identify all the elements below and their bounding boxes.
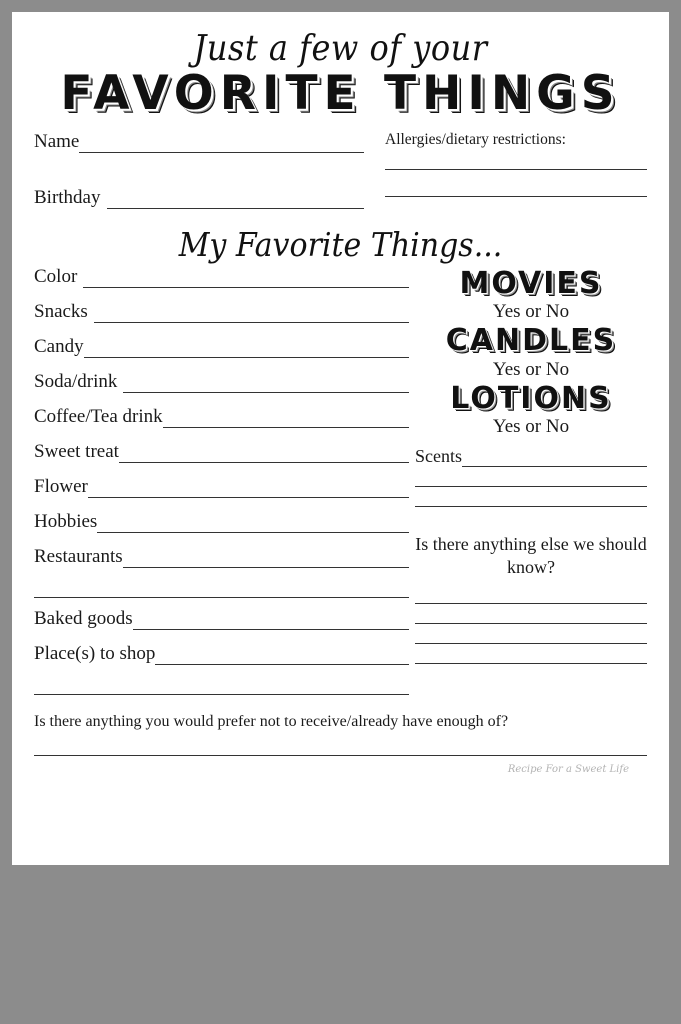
credit-watermark: Recipe For a Sweet Life: [507, 763, 629, 775]
favorite-field-places-to-shop[interactable]: [34, 643, 409, 665]
input-rule-baked-goods[interactable]: [133, 615, 409, 630]
allergies-input-rule-1[interactable]: [385, 153, 647, 170]
scents-label: Scents: [415, 446, 462, 467]
input-rule-restaurants-2[interactable]: [34, 581, 409, 598]
input-rule-color[interactable]: [83, 273, 409, 288]
main-section: [34, 266, 647, 705]
scents-field[interactable]: [415, 446, 647, 467]
input-rule-anything-else-3[interactable]: [415, 624, 647, 644]
movies-label: MOVIES: [459, 265, 603, 301]
label-restaurants: Restaurants: [34, 545, 123, 567]
name-field[interactable]: [34, 131, 364, 153]
input-rule-scents-2[interactable]: [415, 467, 647, 487]
label-baked-goods: Baked goods: [34, 607, 133, 629]
input-rule-coffee-tea[interactable]: [163, 413, 409, 428]
input-rule-sweet-treat[interactable]: [119, 448, 409, 463]
label-coffee-tea: Coffee/Tea drink: [34, 405, 163, 427]
input-rule-anything-else-1[interactable]: [415, 584, 647, 604]
input-rule-anything-else-4[interactable]: [415, 644, 647, 664]
printable-page: [12, 12, 669, 865]
lotions-yes-or-no[interactable]: Yes or No: [492, 416, 570, 438]
input-rule-places-to-shop-2[interactable]: [34, 678, 409, 695]
favorite-field-coffee-tea[interactable]: [34, 406, 409, 428]
label-flower: Flower: [34, 475, 88, 497]
input-rule-candy[interactable]: [84, 343, 409, 358]
favorite-field-restaurants[interactable]: [34, 546, 409, 568]
top-section: [34, 131, 647, 223]
input-rule-soda[interactable]: [123, 378, 409, 393]
input-rule-places-to-shop[interactable]: [155, 650, 409, 665]
favorite-field-hobbies[interactable]: [34, 511, 409, 533]
birthday-label: Birthday: [34, 186, 101, 208]
label-snacks: Snacks: [34, 300, 88, 322]
birthday-field[interactable]: [34, 187, 364, 209]
candles-label: CANDLES: [445, 323, 617, 359]
input-rule-restaurants[interactable]: [123, 553, 409, 568]
page-script-heading: Just a few of your: [193, 26, 488, 70]
label-soda: Soda/drink: [34, 370, 118, 392]
top-left-column: [34, 131, 364, 223]
favorite-field-color[interactable]: [34, 266, 409, 288]
input-rule-prefer-not[interactable]: [34, 733, 647, 756]
input-rule-scents-1[interactable]: [462, 453, 647, 467]
input-rule-snacks[interactable]: [94, 308, 409, 323]
favorites-section-heading: My Favorite Things...: [178, 225, 503, 265]
allergies-input-rule-2[interactable]: [385, 180, 647, 197]
birthday-input-rule[interactable]: [107, 194, 365, 209]
input-rule-anything-else-2[interactable]: [415, 604, 647, 624]
allergies-label: Allergies/dietary restrictions:: [385, 130, 566, 148]
anything-else-question: Is there anything else we should know?: [415, 534, 647, 577]
prefer-not-question: Is there anything you would prefer not to receive/already have enough of?: [34, 712, 509, 730]
right-column: [415, 266, 647, 705]
movies-yes-or-no[interactable]: Yes or No: [492, 301, 570, 323]
top-right-column: [385, 131, 647, 223]
favorite-field-baked-goods[interactable]: [34, 608, 409, 630]
input-rule-flower[interactable]: [88, 483, 409, 498]
name-label: Name: [34, 130, 80, 152]
name-input-rule[interactable]: [79, 138, 364, 153]
favorite-field-snacks[interactable]: [34, 301, 409, 323]
label-sweet-treat: Sweet treat: [34, 440, 119, 462]
page-title: FAVORITE THINGS: [60, 65, 621, 121]
bottom-section: [34, 713, 647, 775]
label-candy: Candy: [34, 335, 84, 357]
label-hobbies: Hobbies: [34, 510, 98, 532]
label-color: Color: [34, 265, 78, 287]
lotions-label: LOTIONS: [450, 380, 612, 416]
favorite-field-flower[interactable]: [34, 476, 409, 498]
favorite-field-soda[interactable]: [34, 371, 409, 393]
favorites-list: [34, 266, 409, 705]
input-rule-hobbies[interactable]: [97, 518, 409, 533]
favorite-field-sweet-treat[interactable]: [34, 441, 409, 463]
favorite-field-candy[interactable]: [34, 336, 409, 358]
label-places-to-shop: Place(s) to shop: [34, 642, 156, 664]
input-rule-scents-3[interactable]: [415, 487, 647, 507]
candles-yes-or-no[interactable]: Yes or No: [492, 358, 570, 380]
